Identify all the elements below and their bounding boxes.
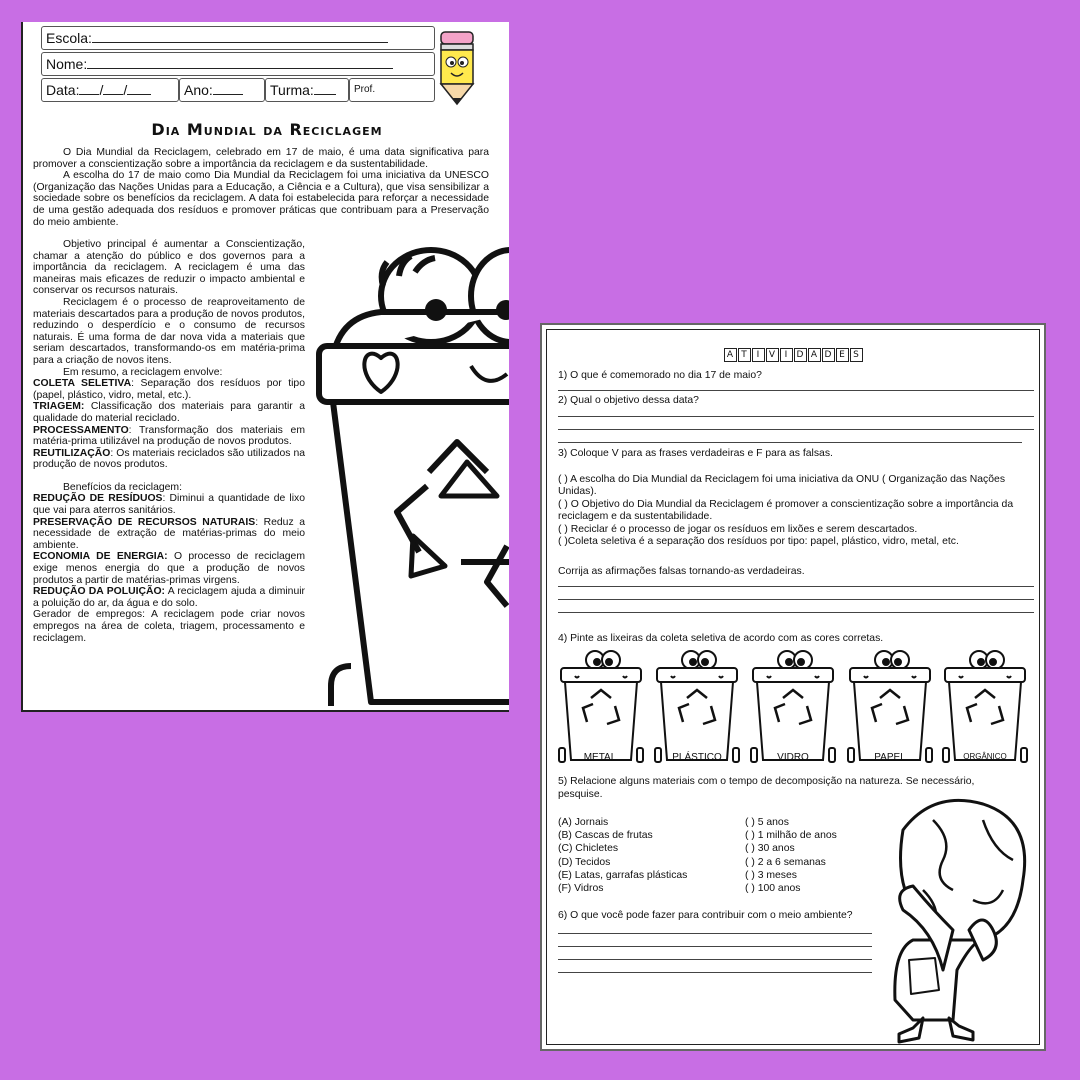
title-letter: S — [850, 348, 863, 362]
ano-label: Ano: — [184, 82, 213, 98]
title-letter: A — [808, 348, 821, 362]
bin-label-metal: METAL — [583, 752, 617, 763]
reciclagem-paragraph: Reciclagem é o processo de reaproveitamento de materiais descartados para a produção de novos produtos, reduzindo o desperdício e o consumo de recursos naturais. É uma forma de dar nova vida a materiais que seriam descartados, transformando-os em matéria-prima para a criação de novos itens. — [33, 296, 305, 366]
child-hugging-earth-icon — [873, 790, 1043, 1046]
step-item: PROCESSAMENTO: Transformação dos materiais em matéria-prima utilizável na produção de novos produtos. — [33, 424, 305, 448]
prof-field[interactable] — [349, 78, 435, 102]
nome-field[interactable] — [41, 52, 435, 76]
time-item[interactable]: ( ) 2 a 6 semanas — [745, 856, 826, 868]
reading-page — [21, 22, 509, 712]
question-5: 5) Relacione alguns materiais com o tempo de decomposição na natureza. Se necessário, pesquise. — [558, 776, 975, 800]
bin-label-vidro: VIDRO — [777, 752, 809, 763]
material-item: (D) Tecidos — [558, 856, 611, 868]
answer-line[interactable] — [558, 959, 872, 960]
title-letter: E — [836, 348, 849, 362]
bin-label-organico: ORGÂNICO — [963, 752, 1007, 761]
pencil-mascot-icon — [433, 28, 481, 106]
empregos-paragraph: Gerador de empregos: A reciclagem pode criar novos empregos na área de coleta, triagem, processamento e reciclagem. — [33, 609, 305, 644]
true-false-item[interactable]: ( )Coleta seletiva é a separação dos resíduos por tipo: papel, plástico, vidro, metal, etc. — [558, 536, 959, 548]
decomposition-times-list — [745, 816, 837, 895]
time-item[interactable]: ( ) 30 anos — [745, 843, 795, 855]
intro-paragraph: A escolha do 17 de maio como Dia Mundial da Reciclagem foi uma iniciativa da UNESCO (Organização das Nações Unidas para a Educação, a Ciência e a Cultura), que visa sensibilizar a sociedade sobre os benefícios da reciclagem. A data foi estabelecida para reforçar a necessidade de uma gestão adequada dos resíduos e promover práticas que contribuam para a Preservação do meio ambiente. — [33, 170, 489, 228]
true-false-item[interactable]: ( ) O Objetivo do Dia Mundial da Reciclagem é promover a conscientização sobre a importância da reciclagem e da sustentabilidade. — [558, 498, 1014, 523]
beneficio-item: ECONOMIA DE ENERGIA: O processo de reciclagem exige menos energia do que a produção de novos produtos a partir de matérias-primas virgens. — [33, 551, 305, 586]
beneficio-item: PRESERVAÇÃO DE RECURSOS NATURAIS: Reduz a necessidade de extração de matérias-primas do meio ambiente. — [33, 516, 305, 551]
answer-line[interactable] — [558, 390, 1034, 391]
true-false-item[interactable]: ( ) Reciclar é o processo de jogar os resíduos em lixões e serem descartados. — [558, 523, 918, 535]
true-false-item[interactable]: ( ) A escolha do Dia Mundial da Reciclagem foi uma iniciativa da ONU ( Organização das Nações Unidas). — [558, 474, 1006, 498]
recycle-bin-mascot-icon — [311, 246, 509, 712]
resumo-line: Em resumo, a reciclagem envolve: — [63, 366, 223, 378]
beneficio-item: REDUÇÃO DE RESÍDUOS: Diminui a quantidade de lixo que vai para aterros sanitários. — [33, 493, 305, 517]
true-false-list — [558, 474, 1028, 548]
time-item[interactable]: ( ) 3 meses — [745, 869, 797, 881]
answer-line[interactable] — [558, 442, 1022, 443]
activities-frame — [546, 329, 1040, 1045]
title-letter: I — [780, 348, 793, 362]
material-item: (B) Cascas de frutas — [558, 830, 653, 842]
objetivo-paragraph: Objetivo principal é aumentar a Conscientização, chamar a atenção do público e dos governos para a importância da reciclagem. A reciclagem é uma das maneiras mais eficazes de reduzir o impacto ambiental e conservar os recursos naturais. — [33, 239, 305, 297]
bin-4[interactable] — [848, 651, 932, 762]
answer-line[interactable] — [558, 946, 872, 947]
time-item[interactable]: ( ) 1 milhão de anos — [745, 830, 837, 842]
beneficio-item: REDUÇÃO DA POLUIÇÃO: A reciclagem ajuda a diminuir a poluição do ar, da água e do solo. — [33, 586, 305, 609]
question-4: 4) Pinte as lixeiras da coleta seletiva de acordo com as cores corretas. — [558, 633, 884, 644]
bins-row — [553, 648, 1043, 768]
turma-field[interactable] — [265, 78, 349, 102]
answer-line[interactable] — [558, 429, 1034, 430]
title-letter: I — [752, 348, 765, 362]
answer-line[interactable] — [558, 416, 1034, 417]
title-letter: D — [822, 348, 835, 362]
activities-page — [540, 323, 1046, 1051]
question-2: 2) Qual o objetivo dessa data? — [558, 395, 699, 406]
nome-label: Nome: — [46, 56, 88, 72]
time-item[interactable]: ( ) 5 anos — [745, 817, 789, 828]
answer-line[interactable] — [558, 933, 872, 934]
activities-title — [547, 344, 1039, 362]
bin-3[interactable] — [751, 651, 835, 762]
ano-field[interactable] — [179, 78, 265, 102]
answer-line[interactable] — [558, 972, 872, 973]
data-field[interactable]: Data: / / — [41, 78, 179, 102]
step-item: TRIAGEM: Classificação dos materiais para garantir a qualidade do material reciclado. — [33, 401, 305, 424]
step-item: REUTILIZAÇÃO: Os materiais reciclados são utilizados na produção de novos produtos. — [33, 447, 305, 471]
bin-2[interactable] — [655, 651, 739, 762]
title-letter: T — [738, 348, 751, 362]
time-item[interactable]: ( ) 100 anos — [745, 883, 801, 895]
question-1: 1) O que é comemorado no dia 17 de maio? — [558, 370, 762, 381]
answer-line[interactable] — [558, 599, 1034, 600]
step-item: COLETA SELETIVA: Separação dos resíduos por tipo (papel, plástico, vidro, metal, etc.). — [33, 378, 305, 401]
intro-paragraph: O Dia Mundial da Reciclagem, celebrado em 17 de maio, é uma data significativa para promover a conscientização sobre a importância da reciclagem e da sustentabilidade. — [33, 147, 489, 170]
material-item: (C) Chicletes — [558, 843, 619, 855]
title-letter: A — [724, 348, 737, 362]
material-item: (F) Vidros — [558, 883, 604, 895]
title-letter: D — [794, 348, 807, 362]
bin-label-papel: PAPEL — [874, 752, 906, 763]
main-column — [33, 239, 305, 644]
materials-list — [558, 816, 687, 895]
material-item: (E) Latas, garrafas plásticas — [558, 869, 688, 881]
answer-line[interactable] — [558, 612, 1034, 613]
escola-label: Escola: — [46, 30, 92, 46]
turma-label: Turma: — [270, 82, 314, 98]
intro-text — [33, 147, 489, 228]
material-item: (A) Jornais — [558, 817, 609, 828]
data-label: Data: — [46, 82, 80, 98]
bin-label-plastico: PLÁSTICO — [672, 752, 722, 763]
prof-label: Prof. — [354, 84, 376, 95]
beneficios-title: Benefícios da reciclagem: — [63, 481, 182, 493]
bin-5[interactable] — [943, 651, 1027, 762]
question-6: 6) O que você pode fazer para contribuir com o meio ambiente? — [558, 910, 853, 921]
title-letter: V — [766, 348, 779, 362]
answer-line[interactable] — [558, 586, 1034, 587]
question-3: 3) Coloque V para as frases verdadeiras e F para as falsas. — [558, 448, 833, 459]
escola-field[interactable] — [41, 26, 435, 50]
bin-1[interactable] — [559, 651, 643, 762]
corrija-instruction: Corrija as afirmações falsas tornando-as verdadeiras. — [558, 566, 805, 577]
recycle-bins-icon — [553, 648, 1043, 768]
page-title: Dia Mundial da Reciclagem — [151, 120, 383, 139]
